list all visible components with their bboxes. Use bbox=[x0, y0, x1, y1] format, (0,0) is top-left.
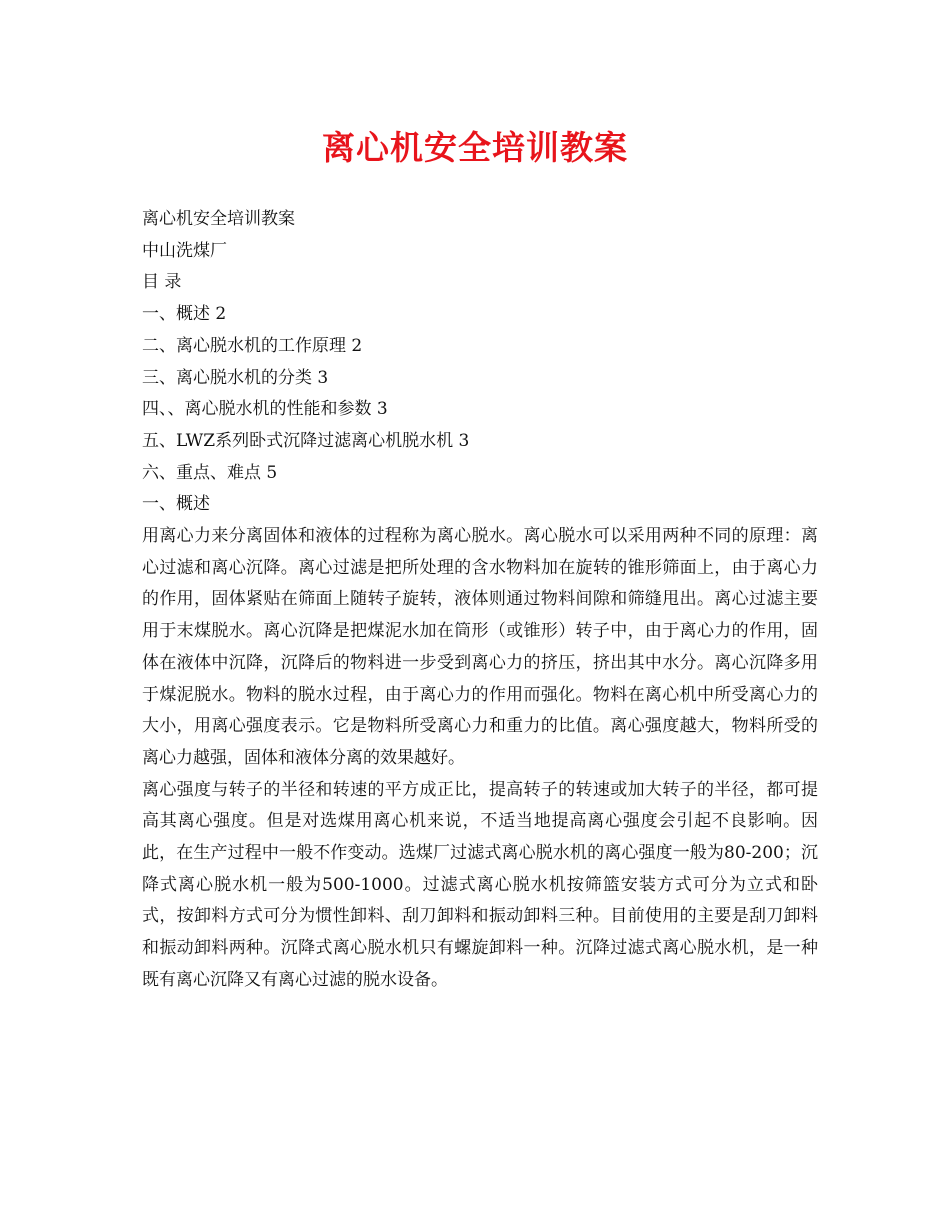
document-subtitle: 离心机安全培训教案 bbox=[142, 209, 295, 229]
document-title: 离心机安全培训教案 bbox=[322, 128, 628, 167]
toc-item: 二、离心脱水机的工作原理 2 bbox=[142, 335, 363, 356]
organization-name: 中山洗煤厂 bbox=[142, 240, 227, 261]
body-paragraph: 离心强度与转子的半径和转速的平方成正比，提高转子的转速或加大转子的半径，都可提高其离心强度。但是对选煤用离心机来说，不适当地提高离心强度会引起不良影响。因此，在生产过程中一般不作变动。选煤厂过滤式离心脱水机的离心强度一般为80-200；沉降式离心脱水机一般为500-1000。过滤式离心脱水机按筛篮安装方式可分为立式和卧式，按卸料方式可分为惯性卸料、刮刀卸料和振动卸料三种。目前使用的主要是刮刀卸料和振动卸料两种。沉降式离心脱水机只有螺旋卸料一种。沉降过滤式离心脱水机，是一种既有离心沉降又有离心过滤的脱水设备。 bbox=[142, 779, 818, 990]
toc-item: 三、离心脱水机的分类 3 bbox=[142, 367, 329, 388]
toc-item: 四、、离心脱水机的性能和参数 3 bbox=[142, 399, 388, 420]
toc-item: 一、概述 2 bbox=[142, 304, 227, 325]
toc-item: 六、重点、难点 5 bbox=[142, 462, 278, 483]
table-of-contents bbox=[142, 299, 818, 489]
toc-item: 五、LWZ系列卧式沉降过滤离心机脱水机 3 bbox=[142, 430, 470, 451]
section-heading: 一、概述 bbox=[142, 494, 210, 515]
document-body bbox=[142, 204, 818, 997]
body-paragraph: 用离心力来分离固体和液体的过程称为离心脱水。离心脱水可以采用两种不同的原理：离心过滤和离心沉降。离心过滤是把所处理的含水物料加在旋转的锥形筛面上，由于离心力的作用，固体紧贴在筛面上随转子旋转，液体则通过物料间隙和筛缝甩出。离心过滤主要用于末煤脱水。离心沉降是把煤泥水加在筒形（或锥形）转子中，由于离心力的作用，固体在液体中沉降，沉降后的物料进一步受到离心力的挤压，挤出其中水分。离心沉降多用于煤泥脱水。物料的脱水过程，由于离心力的作用而强化。物料在离心机中所受离心力的大小，用离心强度表示。它是物料所受离心力和重力的比值。离心强度越大，物料所受的离心力越强，固体和液体分离的效果越好。 bbox=[142, 526, 818, 768]
toc-heading: 目 录 bbox=[142, 272, 182, 293]
